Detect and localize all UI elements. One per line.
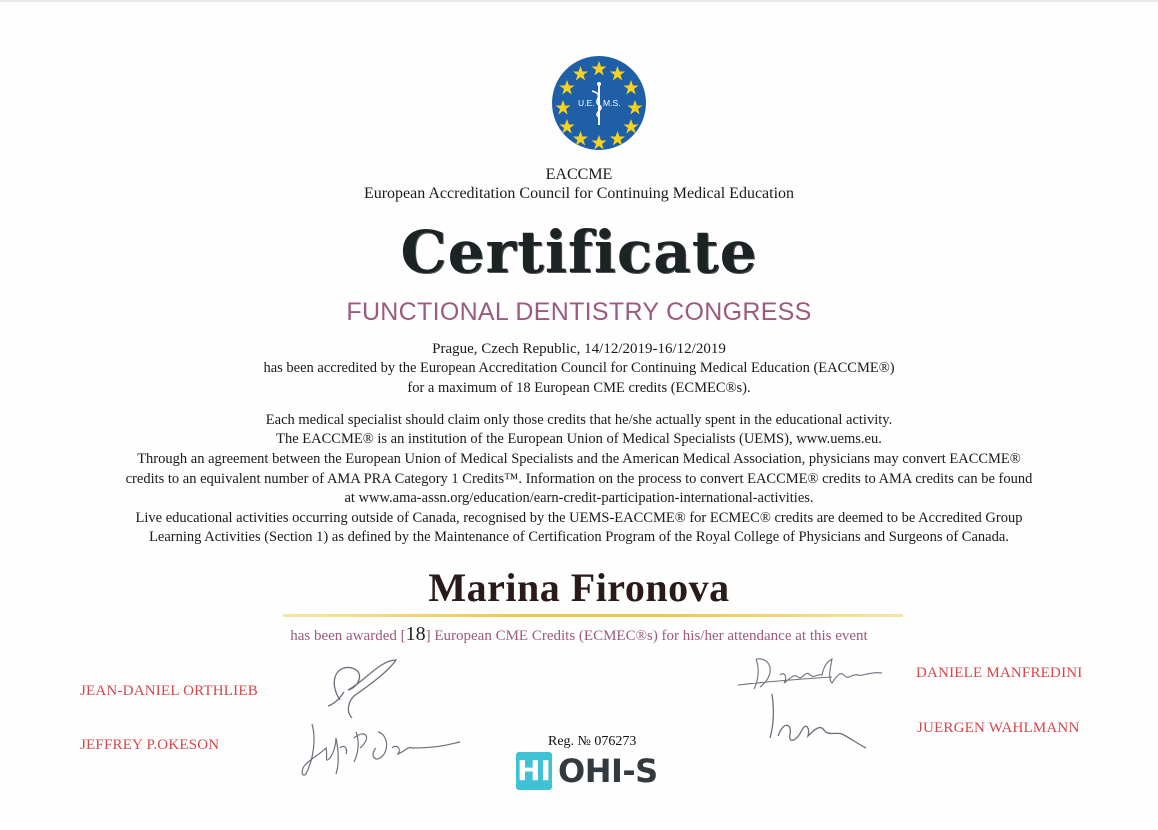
name-underline bbox=[283, 614, 903, 617]
signatory-wahlmann: JUERGEN WAHLMANN bbox=[917, 720, 1080, 736]
top-edge bbox=[0, 0, 1158, 2]
certificate-title: Certificate bbox=[400, 218, 758, 286]
registration-number: Reg. № 076273 bbox=[548, 734, 637, 749]
paragraph-line: Each medical specialist should claim only those credits that he/she actually spent in the educational activity. bbox=[265, 412, 893, 428]
awarded-suffix: ] European CME Credits (ECMEC®s) for his/her attendance at this event bbox=[425, 628, 868, 644]
signature-wahlmann-icon bbox=[762, 690, 872, 752]
uems-logo-icon bbox=[551, 55, 647, 151]
awarded-line bbox=[0, 623, 1158, 646]
logo-text-ms: M.S. bbox=[603, 98, 621, 108]
eaccme-acronym: EACCME bbox=[545, 166, 613, 183]
signature-orthlieb-icon bbox=[318, 652, 403, 724]
signatory-manfredini: DANIELE MANFREDINI bbox=[916, 665, 1083, 681]
logo-text-ue: U.E. bbox=[578, 98, 595, 108]
event-name: FUNCTIONAL DENTISTRY CONGRESS bbox=[346, 298, 812, 326]
accreditation-line: has been accredited by the European Accreditation Council for Continuing Medical Education (EACCME®) bbox=[263, 360, 895, 376]
paragraph-line: The EACCME® is an institution of the European Union of Medical Specialists (UEMS), www.uems.eu. bbox=[276, 431, 882, 447]
max-credits-line: for a maximum of 18 European CME credits (ECMEC®s). bbox=[407, 380, 751, 396]
awarded-credits: 18 bbox=[405, 623, 426, 645]
ohi-s-logo-text: OHI-S bbox=[558, 752, 658, 790]
paragraph-line: credits to an equivalent number of AMA PRA Category 1 Credits™. Information on the process to convert EACCME® credits to AMA credits can be found bbox=[125, 471, 1033, 487]
awarded-prefix: has been awarded [ bbox=[290, 628, 406, 644]
paragraph-line: Learning Activities (Section 1) as defined by the Maintenance of Certification Program of the Royal College of Physicians and Surgeons of Canada. bbox=[149, 529, 1009, 545]
ohi-s-logo-mark-icon: HI bbox=[516, 752, 552, 790]
signatory-orthlieb: JEAN-DANIEL ORTHLIEB bbox=[80, 683, 258, 699]
signatory-okeson: JEFFREY P.OKESON bbox=[80, 737, 220, 753]
paragraph-line: Through an agreement between the European Union of Medical Specialists and the American Medical Association, physicians may convert EACCME® bbox=[137, 451, 1021, 467]
paragraph-line: Live educational activities occurring outside of Canada, recognised by the UEMS-EACCME® for ECMEC® credits are deemed to be Accredited Group bbox=[135, 510, 1023, 526]
recipient-name: Marina Fironova bbox=[428, 565, 730, 610]
event-location-dates: Prague, Czech Republic, 14/12/2019-16/12/2019 bbox=[432, 341, 726, 357]
paragraph-line: at www.ama-assn.org/education/earn-credit-participation-international-activities. bbox=[344, 490, 814, 506]
signature-okeson-icon bbox=[300, 718, 465, 780]
eaccme-full-name: European Accreditation Council for Continuing Medical Education bbox=[363, 185, 795, 202]
